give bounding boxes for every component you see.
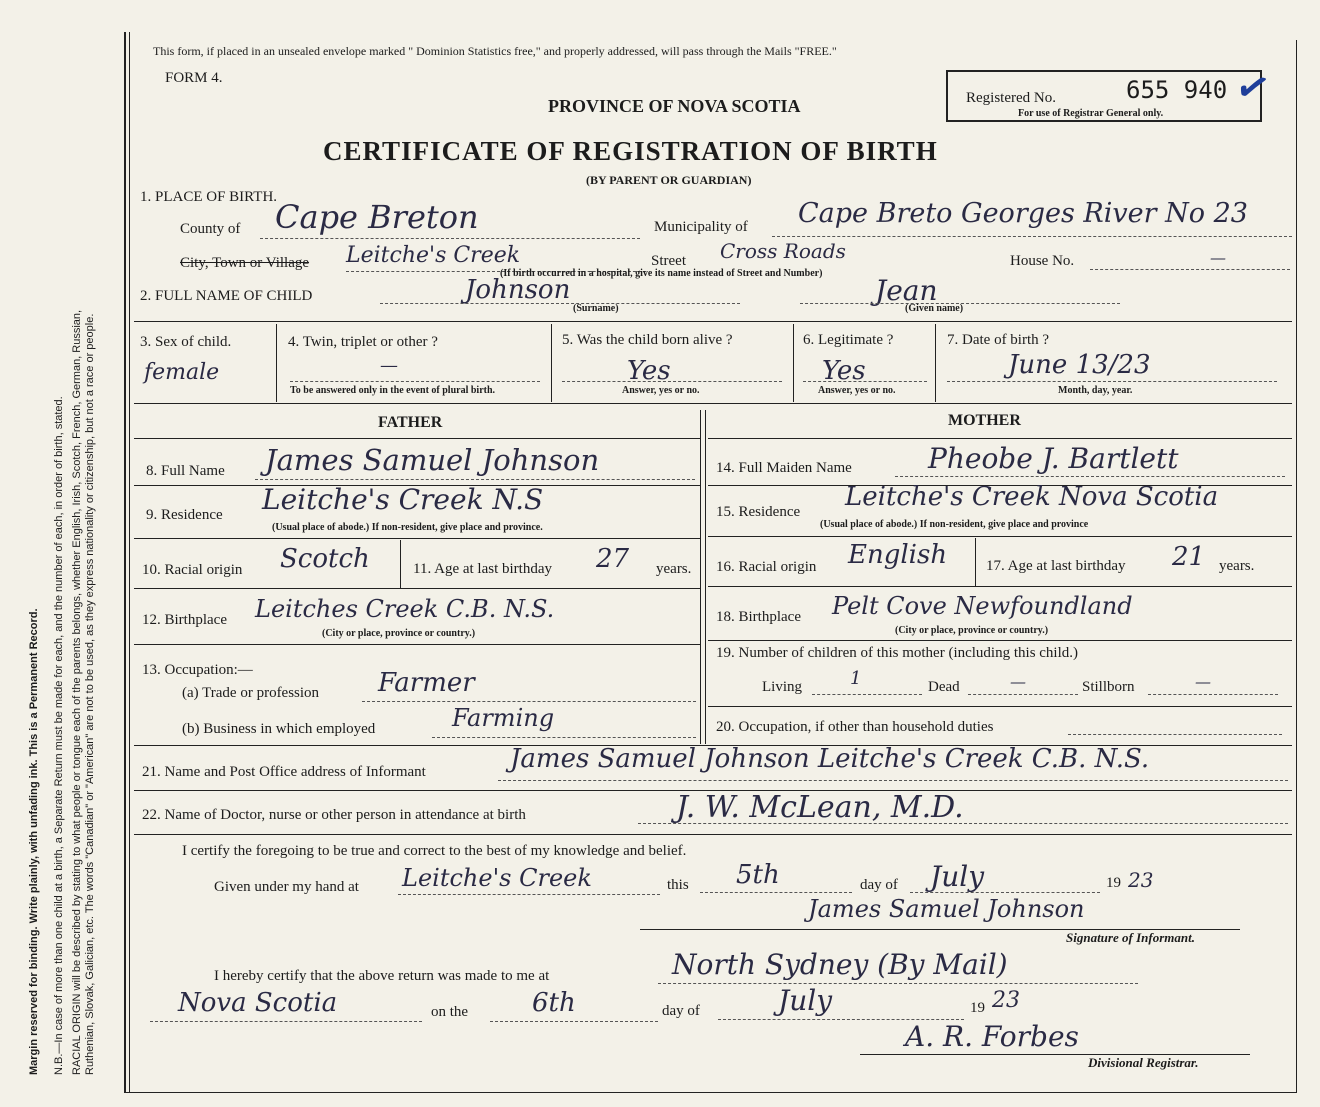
certify-year: 23 xyxy=(1128,868,1154,892)
business-line xyxy=(432,737,696,738)
informant-sig-label: Signature of Informant. xyxy=(1066,930,1195,945)
this-label: this xyxy=(667,877,689,893)
child-name-label: 2. FULL NAME OF CHILD xyxy=(140,288,313,304)
certificate-subtitle: (BY PARENT OR GUARDIAN) xyxy=(586,173,752,187)
registrar-place: North Sydney (By Mail) xyxy=(672,948,1008,981)
border-left-outer xyxy=(124,32,126,1092)
municipality-value: Cape Breto Georges River No 23 xyxy=(798,198,1248,229)
house-label: House No. xyxy=(1010,253,1075,269)
father-bp-note: (City or place, province or country.) xyxy=(322,628,476,639)
rule-4 xyxy=(134,834,1292,835)
surname-note: (Surname) xyxy=(573,303,619,314)
stillborn-line xyxy=(1148,694,1278,695)
children-label: 19. Number of children of this mother (including this child.) xyxy=(716,645,1079,661)
registered-label: Registered No. xyxy=(966,90,1056,106)
dob-value: June 13/23 xyxy=(1008,350,1151,380)
registered-number: 655 940 xyxy=(1126,76,1228,104)
rule-father-top xyxy=(134,438,700,439)
mother-race: English xyxy=(848,540,948,570)
certify-month: July xyxy=(930,860,985,893)
father-res-note: (Usual place of abode.) If non-resident, give place and province. xyxy=(272,522,543,533)
house-value: — xyxy=(1210,248,1226,267)
rule xyxy=(134,644,700,645)
registrar-day: 6th xyxy=(532,988,576,1018)
legit-label: 6. Legitimate ? xyxy=(803,332,894,348)
doctor-line xyxy=(638,823,1288,824)
rule xyxy=(134,538,700,539)
margin-instructions xyxy=(28,15,96,1075)
certify-day: 5th xyxy=(736,860,780,890)
margin-line-1: Margin reserved for binding. Write plainly, with unfading ink. This is a Permanent Record. xyxy=(28,608,40,1075)
mother-residence: Leitche's Creek Nova Scotia xyxy=(845,482,1219,512)
doctor-value: J. W. McLean, M.D. xyxy=(676,790,964,825)
city-label: City, Town or Village xyxy=(180,255,310,271)
county-value: Cape Breton xyxy=(275,198,479,236)
child-given-name: Jean xyxy=(875,274,938,307)
given-note: (Given name) xyxy=(905,303,964,314)
mother-race-label: 16. Racial origin xyxy=(716,559,817,575)
divider xyxy=(551,324,552,402)
divider xyxy=(793,324,794,402)
registrar-province: Nova Scotia xyxy=(178,988,338,1018)
certify-place-line xyxy=(398,894,660,895)
registered-box xyxy=(946,61,1275,122)
sex-value: female xyxy=(144,360,220,385)
stillborn-value: — xyxy=(1195,672,1211,691)
alive-note: Answer, yes or no. xyxy=(622,385,700,396)
business-label: (b) Business in which employed xyxy=(182,721,376,737)
margin-line-2: N.B.—In case of more than one child at a birth, a Separate Return must be made for each, and the number of each, in order of birth, stated. xyxy=(53,396,66,1075)
border-right xyxy=(1296,40,1297,1092)
street-label: Street xyxy=(651,253,686,269)
mother-occ-label: 20. Occupation, if other than household duties xyxy=(716,719,994,735)
mother-bp-note: (City or place, province or country.) xyxy=(895,625,1049,636)
mother-name-label: 14. Full Maiden Name xyxy=(716,460,852,476)
registrar-province-line xyxy=(150,1021,422,1022)
city-value: Leitche's Creek xyxy=(346,243,521,268)
rule xyxy=(134,588,700,589)
dob-note: Month, day, year. xyxy=(1058,385,1133,396)
father-heading: FATHER xyxy=(378,414,443,431)
father-birthplace: Leitches Creek C.B. N.S. xyxy=(255,595,555,623)
parents-divider xyxy=(700,410,701,744)
certificate-title: CERTIFICATE OF REGISTRATION OF BIRTH xyxy=(323,136,938,166)
alive-value: Yes xyxy=(627,356,671,386)
alive-label: 5. Was the child born alive ? xyxy=(562,332,733,348)
father-residence: Leitche's Creek N.S xyxy=(262,483,544,516)
father-name-line xyxy=(255,479,695,480)
informant-signature: James Samuel Johnson xyxy=(808,895,1085,923)
legit-line xyxy=(803,381,927,382)
living-label: Living xyxy=(762,679,802,695)
street-value: Cross Roads xyxy=(720,239,846,263)
rule xyxy=(708,640,1292,641)
border-bottom xyxy=(124,1092,1297,1093)
dob-label: 7. Date of birth ? xyxy=(947,332,1050,348)
rule-2 xyxy=(134,403,1292,404)
twin-line xyxy=(290,381,540,382)
mail-notice: This form, if placed in an unsealed envelope marked " Dominion Statistics free," and properly addressed, will pass through the Mails "FREE." xyxy=(153,44,837,58)
place-heading: 1. PLACE OF BIRTH. xyxy=(140,189,278,205)
informant-value: James Samuel Johnson Leitche's Creek C.B. N.S. xyxy=(510,744,1150,774)
father-name-label: 8. Full Name xyxy=(146,463,225,479)
rule xyxy=(708,706,1292,707)
legit-note: Answer, yes or no. xyxy=(818,385,896,396)
registrar-sig-label: Divisional Registrar. xyxy=(1088,1055,1199,1070)
twin-note: To be answered only in the event of plural birth. xyxy=(290,385,496,396)
registrar-statement: I hereby certify that the above return was made to me at xyxy=(214,968,550,984)
margin-line-4: Ruthenian, Slovak, Galician, etc. The words "Canadian" or "American" are not to be used, as they express nationality or citizenship, but not a race or people. xyxy=(83,313,96,1075)
parents-divider xyxy=(705,410,706,744)
county-line xyxy=(260,238,640,239)
stillborn-label: Stillborn xyxy=(1082,679,1135,695)
mother-age: 21 xyxy=(1172,542,1206,572)
checkmark-icon: ✓ xyxy=(1230,61,1275,114)
mother-res-note: (Usual place of abode.) If non-resident, give place and province xyxy=(820,519,1089,530)
certify-statement: I certify the foregoing to be true and correct to the best of my knowledge and belief. xyxy=(182,843,687,859)
dead-label: Dead xyxy=(928,679,960,695)
father-occ-label: 13. Occupation:— xyxy=(142,662,253,678)
living-line xyxy=(812,694,922,695)
divider xyxy=(975,538,976,586)
trade-label: (a) Trade or profession xyxy=(182,685,320,701)
trade-line xyxy=(362,701,696,702)
certify-month-line xyxy=(910,892,1100,893)
certify-day-line xyxy=(700,892,852,893)
father-age-label: 11. Age at last birthday xyxy=(413,561,552,577)
doctor-label: 22. Name of Doctor, nurse or other person in attendance at birth xyxy=(142,807,526,823)
certify-place: Leitche's Creek xyxy=(402,864,592,892)
twin-label: 4. Twin, triplet or other ? xyxy=(288,334,438,350)
mother-name-line xyxy=(895,476,1285,477)
father-name: James Samuel Johnson xyxy=(265,443,600,477)
registrar-year-prefix: 19 xyxy=(970,1000,985,1016)
informant-line xyxy=(498,780,1288,781)
divider xyxy=(276,324,277,402)
mother-years: years. xyxy=(1219,558,1255,574)
divider xyxy=(935,324,936,402)
rule xyxy=(708,586,1292,587)
on-the-label: on the xyxy=(431,1004,469,1020)
father-age: 27 xyxy=(596,544,630,574)
registrar-day-line xyxy=(490,1021,658,1022)
registrar-signature: A. R. Forbes xyxy=(905,1020,1079,1053)
mother-age-label: 17. Age at last birthday xyxy=(986,558,1126,574)
registered-note: For use of Registrar General only. xyxy=(1018,108,1164,119)
rule xyxy=(708,536,1292,537)
twin-value: — xyxy=(380,355,398,376)
certify-year-prefix: 19 xyxy=(1106,875,1121,891)
sex-label: 3. Sex of child. xyxy=(140,334,232,350)
hospital-note: (If birth occurred in a hospital, give its name instead of Street and Number) xyxy=(500,268,823,279)
registrar-dayof-label: day of xyxy=(662,1003,700,1019)
given-under-label: Given under my hand at xyxy=(214,879,359,895)
living-value: 1 xyxy=(850,668,862,689)
mother-name: Pheobe J. Bartlett xyxy=(928,442,1179,475)
business-value: Farming xyxy=(452,704,555,732)
father-race: Scotch xyxy=(280,544,370,574)
rule-1 xyxy=(134,321,1292,322)
father-years: years. xyxy=(656,561,692,577)
trade-value: Farmer xyxy=(378,668,475,698)
dead-value: — xyxy=(1010,672,1026,691)
margin-line-3: RACIAL ORIGIN will be described by stating to what people or tongue each of the parents belongs, whether English, Irish, Scotch, French, German, Russian, xyxy=(71,309,84,1075)
surname-line xyxy=(380,303,740,304)
divider xyxy=(400,540,401,588)
mother-res-label: 15. Residence xyxy=(716,504,801,520)
father-race-label: 10. Racial origin xyxy=(142,562,243,578)
dayof-label: day of xyxy=(860,877,898,893)
mother-heading: MOTHER xyxy=(948,412,1021,429)
mother-occ-line xyxy=(1068,734,1282,735)
legit-value: Yes xyxy=(822,356,866,386)
municipality-line xyxy=(772,236,1292,237)
county-label: County of xyxy=(180,221,241,237)
rule-mother-top xyxy=(708,438,1292,439)
father-bp-label: 12. Birthplace xyxy=(142,612,227,628)
registrar-year: 23 xyxy=(992,988,1020,1013)
municipality-label: Municipality of xyxy=(654,219,748,235)
alive-line xyxy=(562,381,782,382)
registrar-place-line xyxy=(658,983,1138,984)
child-surname: Johnson xyxy=(465,275,571,305)
form-number: FORM 4. xyxy=(165,70,223,86)
dead-line xyxy=(968,694,1078,695)
registrar-month: July xyxy=(778,984,833,1017)
informant-label: 21. Name and Post Office address of Informant xyxy=(142,764,426,780)
father-res-label: 9. Residence xyxy=(146,507,223,523)
border-left-inner xyxy=(129,32,130,1092)
dob-line xyxy=(947,381,1277,382)
mother-bp-label: 18. Birthplace xyxy=(716,609,801,625)
house-line xyxy=(1090,269,1290,270)
province-heading: PROVINCE OF NOVA SCOTIA xyxy=(548,96,801,116)
mother-birthplace: Pelt Cove Newfoundland xyxy=(832,592,1133,620)
